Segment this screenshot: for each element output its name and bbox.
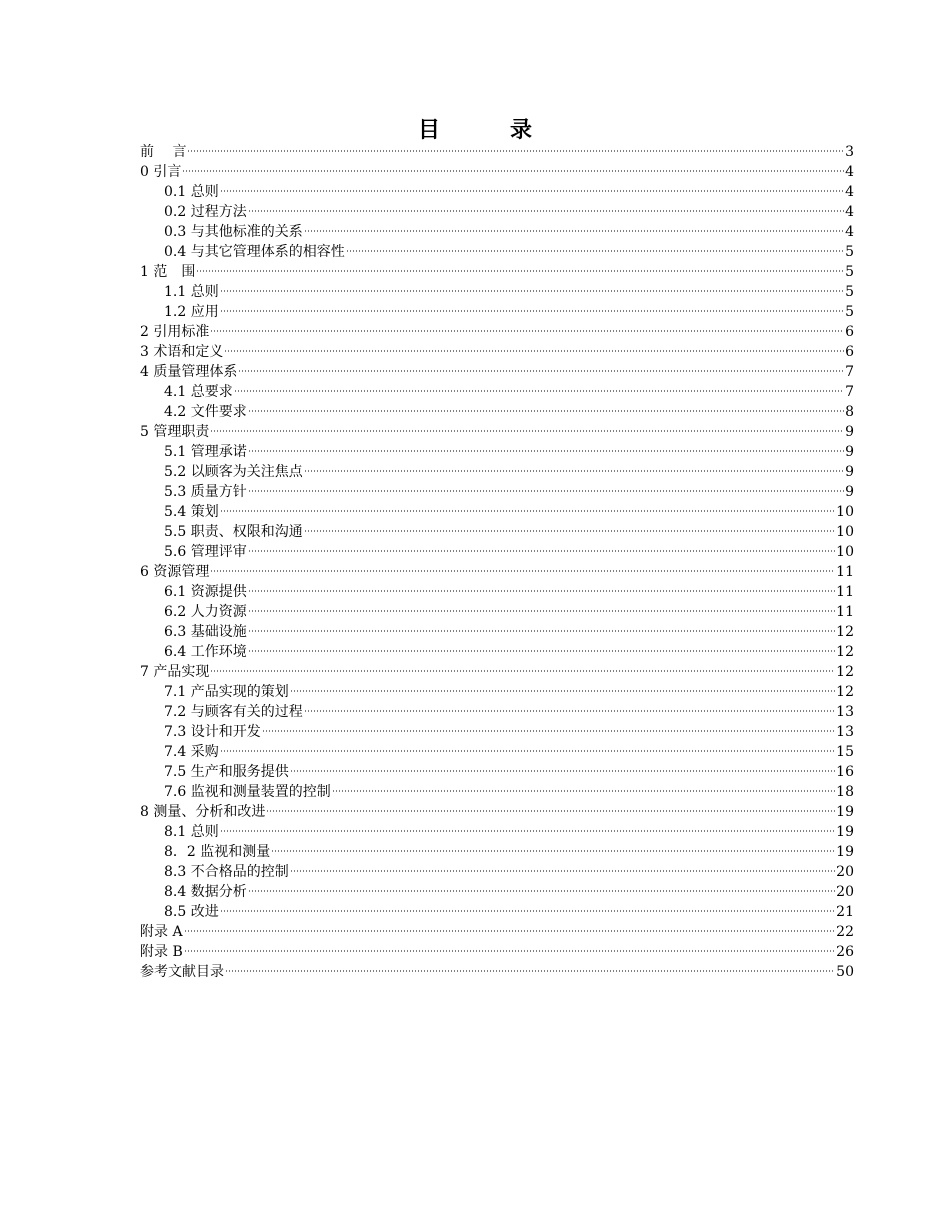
toc-entry-page-number: 9 — [845, 484, 854, 500]
toc-entry-label: 7.2 与顾客有关的过程 — [164, 704, 303, 720]
dot-leader — [225, 970, 835, 972]
toc-entry-label: 8.5 改进 — [164, 904, 219, 920]
toc-entry-label: 5.5 职责、权限和沟通 — [164, 524, 303, 540]
dot-leader — [210, 670, 835, 672]
toc-entry-page-number: 5 — [845, 244, 854, 260]
toc-entry-page-number: 15 — [836, 744, 854, 760]
toc-entry-label: 7.5 生产和服务提供 — [164, 764, 289, 780]
toc-entry-page-number: 6 — [845, 344, 854, 360]
dot-leader — [304, 710, 835, 712]
toc-entry[interactable] — [140, 942, 854, 962]
toc-entry[interactable] — [140, 762, 854, 782]
dot-leader — [248, 210, 844, 212]
toc-entry-page-number: 4 — [845, 184, 854, 200]
toc-entry-label: 8.1 总则 — [164, 824, 219, 840]
toc-entry-label: 8.4 数据分析 — [164, 884, 247, 900]
toc-entry[interactable] — [140, 442, 854, 462]
dot-leader — [184, 950, 835, 952]
dot-leader — [332, 790, 835, 792]
dot-leader — [184, 930, 836, 932]
toc-entry[interactable] — [140, 702, 854, 722]
dot-leader — [238, 370, 844, 372]
dot-leader — [271, 850, 835, 852]
dot-leader — [248, 590, 835, 592]
toc-entry-page-number: 22 — [836, 924, 854, 940]
dot-leader — [248, 610, 835, 612]
toc-entry-page-number: 13 — [836, 704, 854, 720]
toc-entry[interactable] — [140, 182, 854, 202]
toc-entry[interactable] — [140, 342, 854, 362]
toc-entry[interactable] — [140, 142, 854, 162]
toc-entry-label: 6 资源管理 — [140, 564, 210, 580]
toc-entry-page-number: 8 — [845, 404, 854, 420]
dot-leader — [248, 410, 844, 412]
toc-entry-page-number: 9 — [845, 464, 854, 480]
toc-entry-page-number: 13 — [836, 724, 854, 740]
toc-entry-label: 参考文献目录 — [140, 964, 224, 980]
toc-entry[interactable] — [140, 782, 854, 802]
toc-entry[interactable] — [140, 422, 854, 442]
toc-title: 目 录 — [417, 117, 556, 143]
toc-entry-label: 8.3 不合格品的控制 — [164, 864, 289, 880]
toc-entry-label: 3 术语和定义 — [140, 344, 224, 360]
toc-entry-page-number: 12 — [836, 644, 854, 660]
toc-entry-label: 6.2 人力资源 — [164, 604, 247, 620]
dot-leader — [220, 830, 835, 832]
dot-leader — [262, 730, 835, 732]
toc-entry-label: 6.1 资源提供 — [164, 584, 247, 600]
dot-leader — [248, 650, 835, 652]
toc-entry[interactable] — [140, 882, 854, 902]
toc-entry-label: 7 产品实现 — [140, 664, 210, 680]
toc-entry-page-number: 9 — [845, 424, 854, 440]
toc-entry[interactable] — [140, 542, 854, 562]
toc-entry-page-number: 6 — [845, 324, 854, 340]
toc-entry[interactable] — [140, 282, 854, 302]
toc-entry[interactable] — [140, 862, 854, 882]
toc-entry-page-number: 20 — [836, 864, 854, 880]
toc-entry-page-number: 5 — [845, 284, 854, 300]
toc-entry-page-number: 3 — [845, 144, 854, 160]
toc-entry-label: 1.2 应用 — [164, 304, 219, 320]
toc-entry-page-number: 18 — [836, 784, 854, 800]
toc-entry-label: 7.3 设计和开发 — [164, 724, 261, 740]
toc-entry-label: 0.2 过程方法 — [164, 204, 247, 220]
toc-entry-page-number: 20 — [836, 884, 854, 900]
toc-entry[interactable] — [140, 742, 854, 762]
toc-entry[interactable] — [140, 902, 854, 922]
toc-entry[interactable] — [140, 582, 854, 602]
dot-leader — [248, 490, 844, 492]
toc-entry[interactable] — [140, 662, 854, 682]
toc-entry-page-number: 12 — [836, 664, 854, 680]
toc-entry[interactable] — [140, 722, 854, 742]
dot-leader — [248, 890, 835, 892]
toc-entry-label: 5.2 以顾客为关注焦点 — [164, 464, 303, 480]
toc-entry[interactable] — [140, 322, 854, 342]
dot-leader — [210, 430, 844, 432]
dot-leader — [234, 390, 844, 392]
toc-entry-page-number: 21 — [836, 904, 854, 920]
toc-entry[interactable] — [140, 222, 854, 242]
dot-leader — [304, 530, 835, 532]
toc-entry[interactable] — [140, 922, 854, 942]
toc-entry-label: 附录 A — [140, 924, 183, 940]
dot-leader — [266, 810, 835, 812]
dot-leader — [182, 170, 844, 172]
dot-leader — [220, 910, 835, 912]
toc-entry[interactable] — [140, 482, 854, 502]
toc-entry-page-number: 19 — [836, 824, 854, 840]
toc-entry-label: 4.1 总要求 — [164, 384, 233, 400]
toc-entry-page-number: 5 — [845, 264, 854, 280]
toc-entry-page-number: 50 — [836, 964, 854, 980]
dot-leader — [248, 550, 835, 552]
dot-leader — [304, 230, 844, 232]
toc-entry-label: 2 引用标准 — [140, 324, 210, 340]
toc-entry-page-number: 12 — [836, 624, 854, 640]
toc-entry[interactable] — [140, 302, 854, 322]
dot-leader — [224, 350, 844, 352]
dot-leader — [290, 690, 835, 692]
toc-entry-label: 7.1 产品实现的策划 — [164, 684, 289, 700]
toc-entry[interactable] — [140, 802, 854, 822]
toc-entry[interactable] — [140, 202, 854, 222]
dot-leader — [220, 290, 844, 292]
toc-entry-label: 5.3 质量方针 — [164, 484, 247, 500]
toc-entry-label: 0.4 与其它管理体系的相容性 — [164, 244, 345, 260]
dot-leader — [220, 510, 835, 512]
toc-entry-label: 附录 B — [140, 944, 183, 960]
toc-entry-page-number: 10 — [836, 524, 854, 540]
toc-entry-page-number: 10 — [836, 544, 854, 560]
toc-entry-label: 4.2 文件要求 — [164, 404, 247, 420]
toc-entry-page-number: 4 — [845, 164, 854, 180]
toc-entry[interactable] — [140, 962, 854, 982]
toc-entry-label: 7.6 监视和测量装置的控制 — [164, 784, 331, 800]
toc-entry[interactable] — [140, 822, 854, 842]
toc-entry-label: 6.3 基础设施 — [164, 624, 247, 640]
toc-entry-label: 7.4 采购 — [164, 744, 219, 760]
toc-entry-page-number: 11 — [836, 604, 854, 620]
dot-leader — [290, 770, 835, 772]
toc-entry-page-number: 16 — [836, 764, 854, 780]
toc-entry[interactable] — [140, 382, 854, 402]
toc-entry-label: 5.1 管理承诺 — [164, 444, 247, 460]
toc-entry-page-number: 5 — [845, 304, 854, 320]
toc-list — [140, 142, 854, 982]
dot-leader — [210, 330, 844, 332]
toc-entry-page-number: 7 — [845, 384, 854, 400]
toc-entry-page-number: 9 — [845, 444, 854, 460]
dot-leader — [248, 450, 844, 452]
dot-leader — [210, 570, 835, 572]
toc-entry-label: 4 质量管理体系 — [140, 364, 238, 380]
toc-entry[interactable] — [140, 602, 854, 622]
dot-leader — [220, 750, 835, 752]
toc-entry[interactable] — [140, 622, 854, 642]
toc-entry[interactable] — [140, 162, 854, 182]
toc-entry-label: 8 测量、分析和改进 — [140, 804, 266, 820]
dot-leader — [248, 630, 835, 632]
dot-leader — [196, 270, 844, 272]
toc-entry[interactable] — [140, 562, 854, 582]
dot-leader — [220, 310, 844, 312]
toc-entry-label: 5.6 管理评审 — [164, 544, 247, 560]
toc-entry-label: 1.1 总则 — [164, 284, 219, 300]
toc-entry[interactable] — [140, 642, 854, 662]
toc-entry-page-number: 4 — [845, 204, 854, 220]
dot-leader — [187, 150, 844, 152]
toc-entry[interactable] — [140, 842, 854, 862]
toc-entry-page-number: 12 — [836, 684, 854, 700]
toc-entry-label: 5 管理职责 — [140, 424, 210, 440]
toc-entry-page-number: 11 — [836, 584, 854, 600]
toc-entry-label: 前 言 — [140, 144, 187, 160]
toc-entry[interactable] — [140, 262, 854, 282]
toc-entry[interactable] — [140, 242, 854, 262]
dot-leader — [220, 190, 844, 192]
toc-entry-page-number: 11 — [836, 564, 854, 580]
toc-entry-page-number: 7 — [845, 364, 854, 380]
toc-entry-page-number: 26 — [836, 944, 854, 960]
toc-entry[interactable] — [140, 402, 854, 422]
toc-entry-label: 6.4 工作环境 — [164, 644, 247, 660]
toc-entry-page-number: 4 — [845, 224, 854, 240]
toc-entry[interactable] — [140, 462, 854, 482]
toc-entry[interactable] — [140, 362, 854, 382]
toc-entry-page-number: 19 — [836, 844, 854, 860]
toc-entry-label: 5.4 策划 — [164, 504, 219, 520]
toc-entry-label: 8．2 监视和测量 — [164, 844, 271, 860]
toc-entry[interactable] — [140, 522, 854, 542]
toc-entry[interactable] — [140, 502, 854, 522]
toc-entry-label: 0.3 与其他标准的关系 — [164, 224, 303, 240]
toc-entry[interactable] — [140, 682, 854, 702]
toc-entry-label: 1 范 围 — [140, 264, 196, 280]
dot-leader — [304, 470, 844, 472]
dot-leader — [290, 870, 835, 872]
dot-leader — [346, 250, 844, 252]
toc-entry-page-number: 19 — [836, 804, 854, 820]
toc-entry-page-number: 10 — [836, 504, 854, 520]
toc-entry-label: 0 引言 — [140, 164, 182, 180]
toc-entry-label: 0.1 总则 — [164, 184, 219, 200]
